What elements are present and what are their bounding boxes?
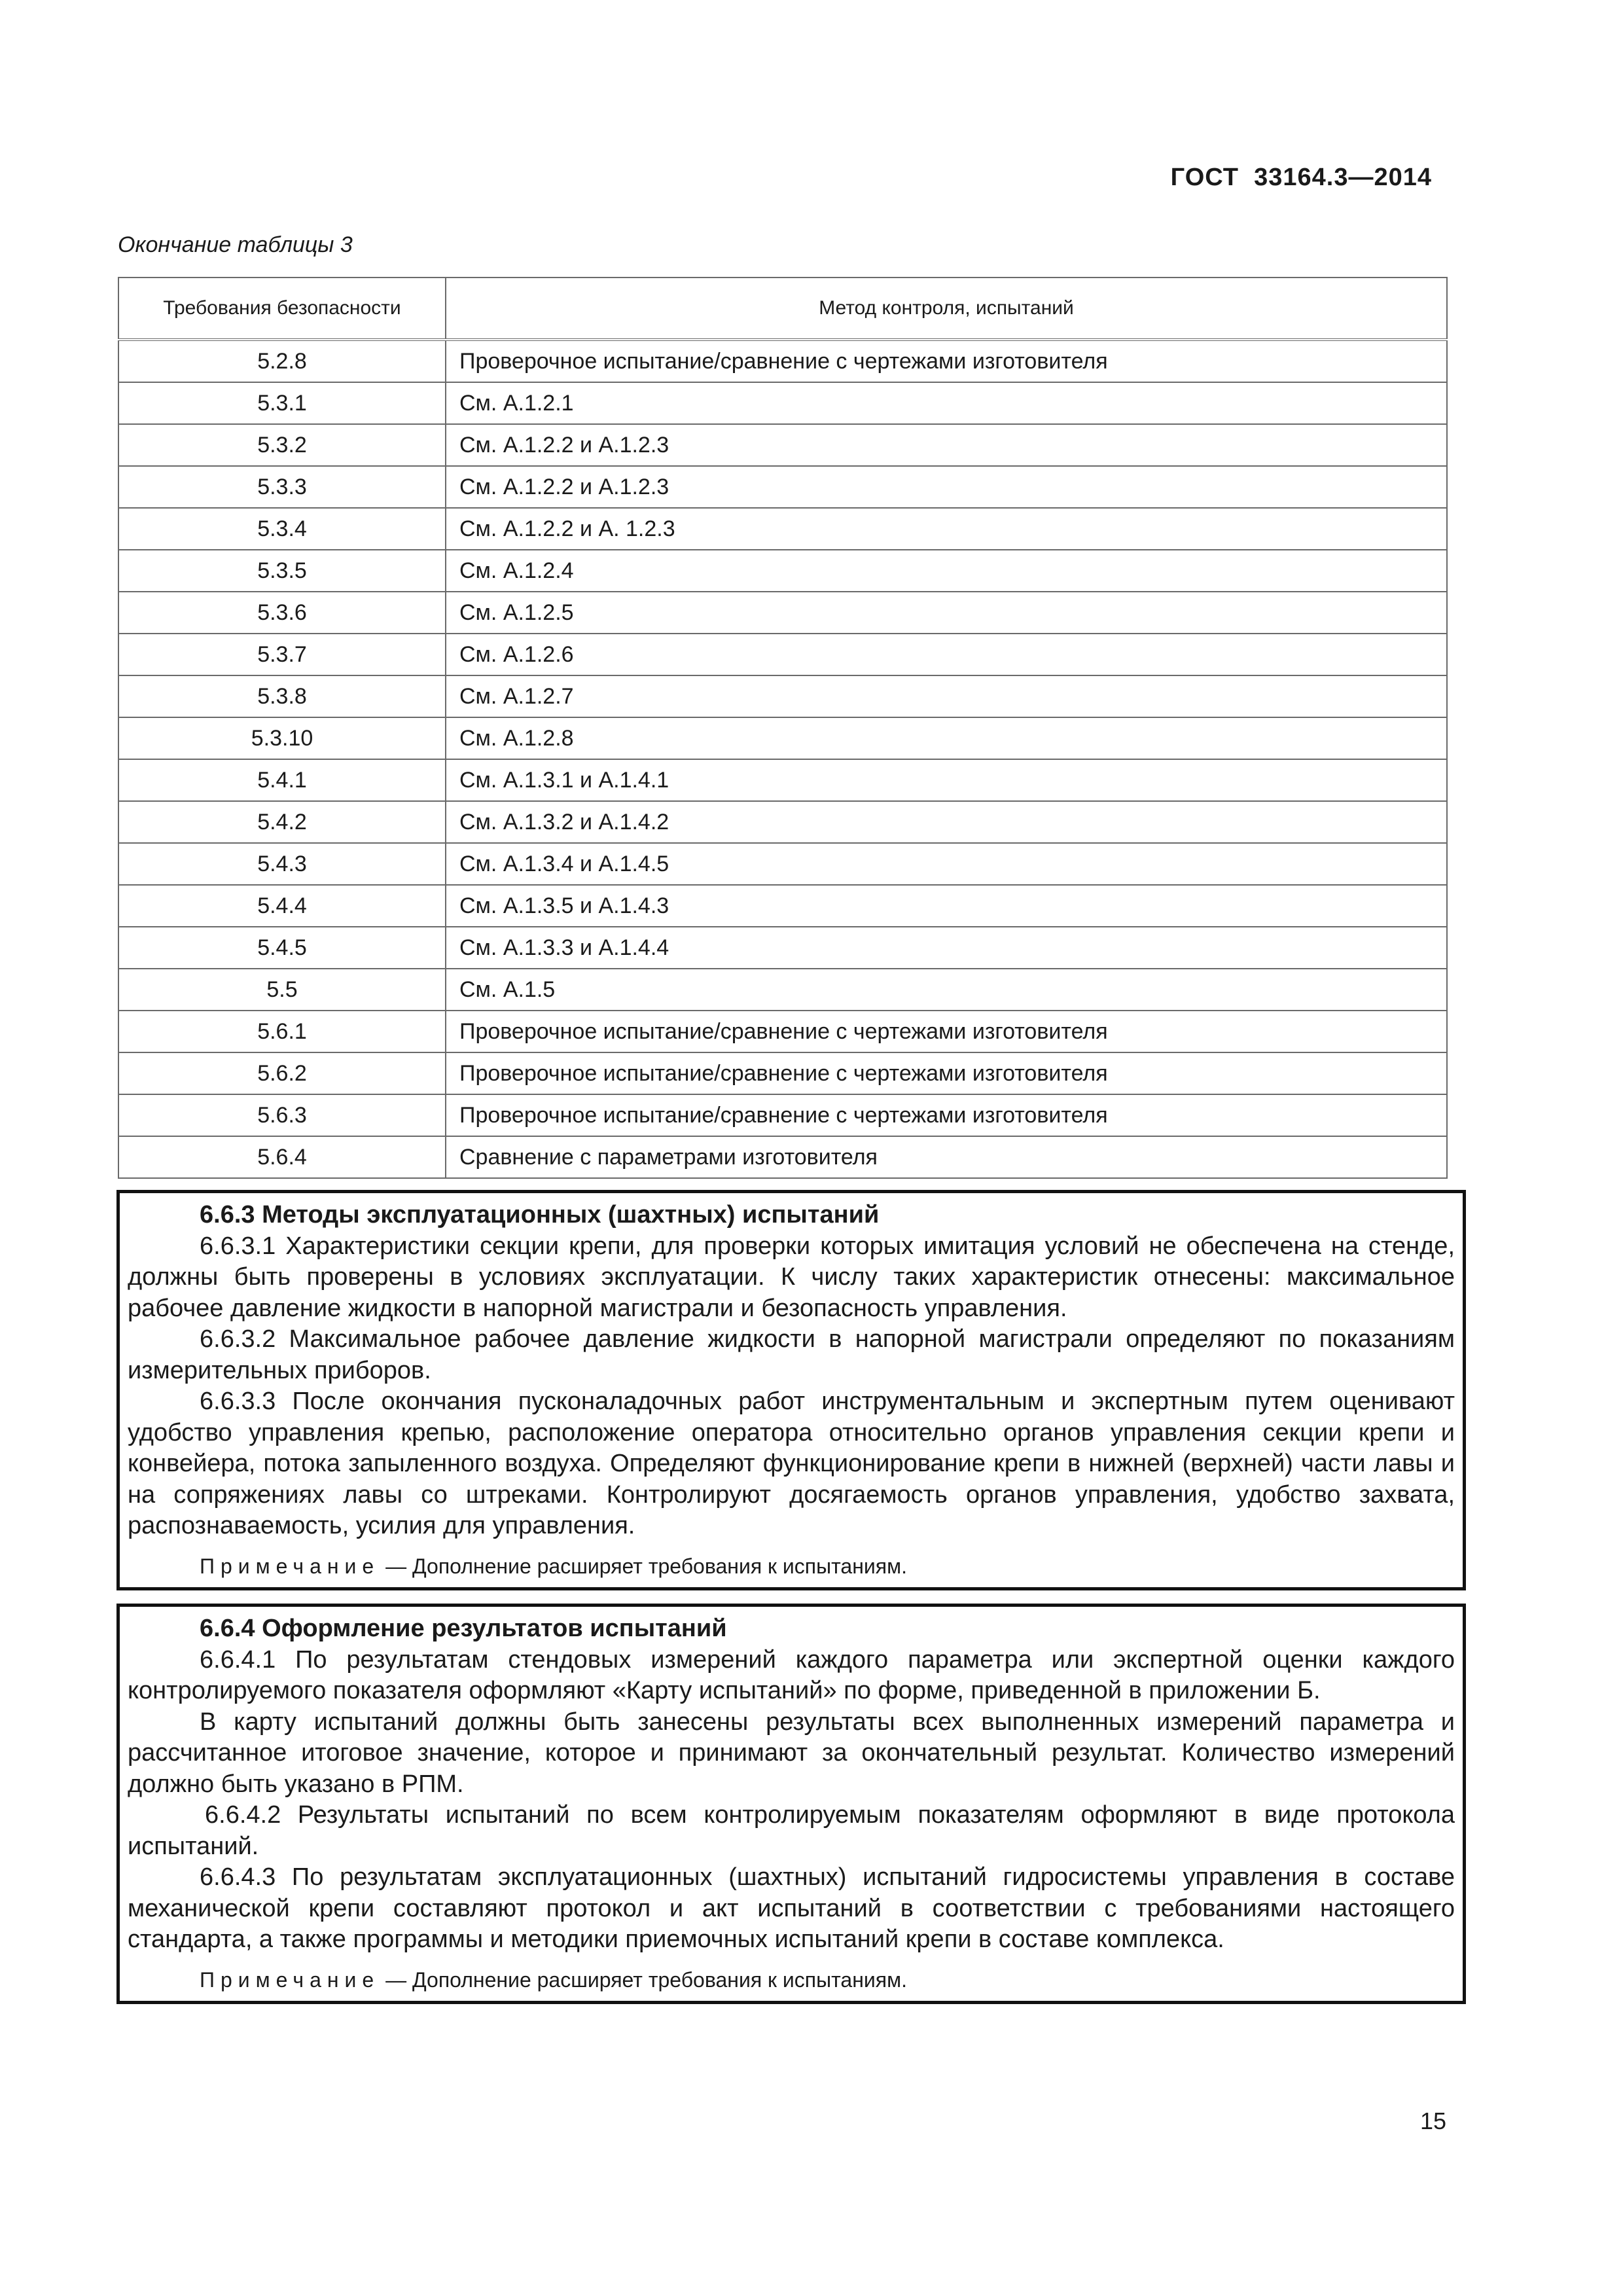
- requirement-cell: 5.6.4: [118, 1136, 446, 1178]
- method-cell: Проверочное испытание/сравнение с чертежами изготовителя: [446, 1011, 1447, 1052]
- method-cell: См. А.1.3.2 и А.1.4.2: [446, 801, 1447, 843]
- table-row: [118, 1094, 1447, 1136]
- table-row: [118, 508, 1447, 550]
- document-id: ГОСТ 33164.3—2014: [1170, 164, 1432, 191]
- note: [128, 1551, 1455, 1583]
- method-cell: См. А.1.3.1 и А.1.4.1: [446, 759, 1447, 801]
- table-row: [118, 592, 1447, 634]
- paragraph: 6.6.3.1 Характеристики секции крепи, для проверки которых имитация условий не обеспечена на стенде, должны быть проверены в условиях эксплуатации. К числу таких характеристик отнесены: максимальное рабочее давление жидкости в напорной магистрали и безопасность управления.: [128, 1232, 1455, 1322]
- requirement-cell: 5.6.2: [118, 1052, 446, 1094]
- requirement-cell: 5.4.2: [118, 801, 446, 843]
- table-row: [118, 1011, 1447, 1052]
- method-cell: См. А.1.2.4: [446, 550, 1447, 592]
- table-row: [118, 424, 1447, 466]
- method-cell: Сравнение с параметрами изготовителя: [446, 1136, 1447, 1178]
- method-cell: См. А.1.2.7: [446, 675, 1447, 717]
- requirement-cell: 5.3.8: [118, 675, 446, 717]
- requirement-cell: 5.3.3: [118, 466, 446, 508]
- requirement-cell: 5.4.1: [118, 759, 446, 801]
- table-header-row: [118, 278, 1447, 340]
- column-header-method: Метод контроля, испытаний: [446, 278, 1447, 340]
- table-row: [118, 466, 1447, 508]
- method-cell: См. А.1.2.8: [446, 717, 1447, 759]
- requirement-cell: 5.3.5: [118, 550, 446, 592]
- paragraph: 6.6.3.2 Максимальное рабочее давление жидкости в напорной магистрали определяют по показаниям измерительных приборов.: [128, 1325, 1455, 1384]
- method-cell: См. А.1.5: [446, 969, 1447, 1011]
- section-6-6-3-box: [116, 1190, 1466, 1590]
- requirements-table: [118, 277, 1448, 1179]
- requirement-cell: 5.2.8: [118, 340, 446, 382]
- paragraph: В карту испытаний должны быть занесены результаты всех выполненных измерений параметра и рассчитанное итоговое значение, которое и принимают за окончательный результат. Количество измерений должно быть указано в РПМ.: [128, 1708, 1455, 1798]
- requirement-cell: 5.4.4: [118, 885, 446, 927]
- paragraph: 6.6.4.2 Результаты испытаний по всем контролируемым показателям оформляют в виде протокола испытаний.: [128, 1801, 1455, 1860]
- section-6-6-4-box: [116, 1604, 1466, 2004]
- table-row: [118, 340, 1447, 382]
- method-cell: См. А.1.3.4 и А.1.4.5: [446, 843, 1447, 885]
- method-cell: См. А.1.3.5 и А.1.4.3: [446, 885, 1447, 927]
- table-row: [118, 801, 1447, 843]
- requirement-cell: 5.3.10: [118, 717, 446, 759]
- table-row: [118, 550, 1447, 592]
- page-number: 15: [1419, 2108, 1446, 2134]
- paragraph: 6.6.4.1 По результатам стендовых измерений каждого параметра или экспертной оценки каждого контролируемого показателя оформляют «Карту испытаний» по форме, приведенной в приложении Б.: [128, 1645, 1455, 1704]
- table-row: [118, 675, 1447, 717]
- note-text: — Дополнение расширяет требования к испытаниям.: [380, 1554, 907, 1578]
- requirement-cell: 5.3.4: [118, 508, 446, 550]
- method-cell: См. А.1.3.3 и А.1.4.4: [446, 927, 1447, 969]
- method-cell: Проверочное испытание/сравнение с чертежами изготовителя: [446, 340, 1447, 382]
- requirement-cell: 5.3.7: [118, 634, 446, 675]
- method-cell: См. А.1.2.6: [446, 634, 1447, 675]
- table-row: [118, 969, 1447, 1011]
- requirement-cell: 5.6.1: [118, 1011, 446, 1052]
- table-row: [118, 382, 1447, 424]
- requirement-cell: 5.4.3: [118, 843, 446, 885]
- column-header-requirements: Требования безопасности: [118, 278, 446, 340]
- method-cell: См. А.1.2.5: [446, 592, 1447, 634]
- table-row: [118, 634, 1447, 675]
- requirement-cell: 5.6.3: [118, 1094, 446, 1136]
- table-row: [118, 843, 1447, 885]
- method-cell: См. А.1.2.1: [446, 382, 1447, 424]
- table-row: [118, 1052, 1447, 1094]
- method-cell: См. А.1.2.2 и А.1.2.3: [446, 466, 1447, 508]
- table-row: [118, 759, 1447, 801]
- requirement-cell: 5.3.1: [118, 382, 446, 424]
- note: [128, 1965, 1455, 1996]
- section-heading: 6.6.4 Оформление результатов испытаний: [200, 1615, 727, 1642]
- note-text: — Дополнение расширяет требования к испытаниям.: [380, 1967, 907, 1992]
- note-label: Примечание: [200, 1967, 380, 1992]
- paragraph: 6.6.4.3 По результатам эксплуатационных (шахтных) испытаний гидросистемы управления в составе механической крепи составляют протокол и акт испытаний в соответствии с требованиями настоящего стандарта, а также программы и методики приемочных испытаний крепи в составе комплекса.: [128, 1863, 1455, 1953]
- table-body: [118, 340, 1447, 1178]
- note-label: Примечание: [200, 1554, 380, 1578]
- table-caption: Окончание таблицы 3: [118, 232, 353, 257]
- paragraph: 6.6.3.3 После окончания пусконаладочных работ инструментальным и экспертным путем оценивают удобство управления крепью, расположение оператора относительно органов управления секции крепи и конвейера, потока запыленного воздуха. Определяют функционирование крепи в нижней (верхней) части лавы и на сопряжениях лавы со штреками. Контролируют досягаемость органов управления, удобство захвата, распознаваемость, усилия для управления.: [128, 1388, 1455, 1539]
- method-cell: См. А.1.2.2 и А. 1.2.3: [446, 508, 1447, 550]
- table-row: [118, 927, 1447, 969]
- section-heading: 6.6.3 Методы эксплуатационных (шахтных) испытаний: [200, 1201, 880, 1229]
- method-cell: Проверочное испытание/сравнение с чертежами изготовителя: [446, 1052, 1447, 1094]
- table-row: [118, 885, 1447, 927]
- table-row: [118, 717, 1447, 759]
- requirement-cell: 5.4.5: [118, 927, 446, 969]
- table-row: [118, 1136, 1447, 1178]
- method-cell: См. А.1.2.2 и А.1.2.3: [446, 424, 1447, 466]
- requirement-cell: 5.3.2: [118, 424, 446, 466]
- method-cell: Проверочное испытание/сравнение с чертежами изготовителя: [446, 1094, 1447, 1136]
- requirement-cell: 5.3.6: [118, 592, 446, 634]
- requirement-cell: 5.5: [118, 969, 446, 1011]
